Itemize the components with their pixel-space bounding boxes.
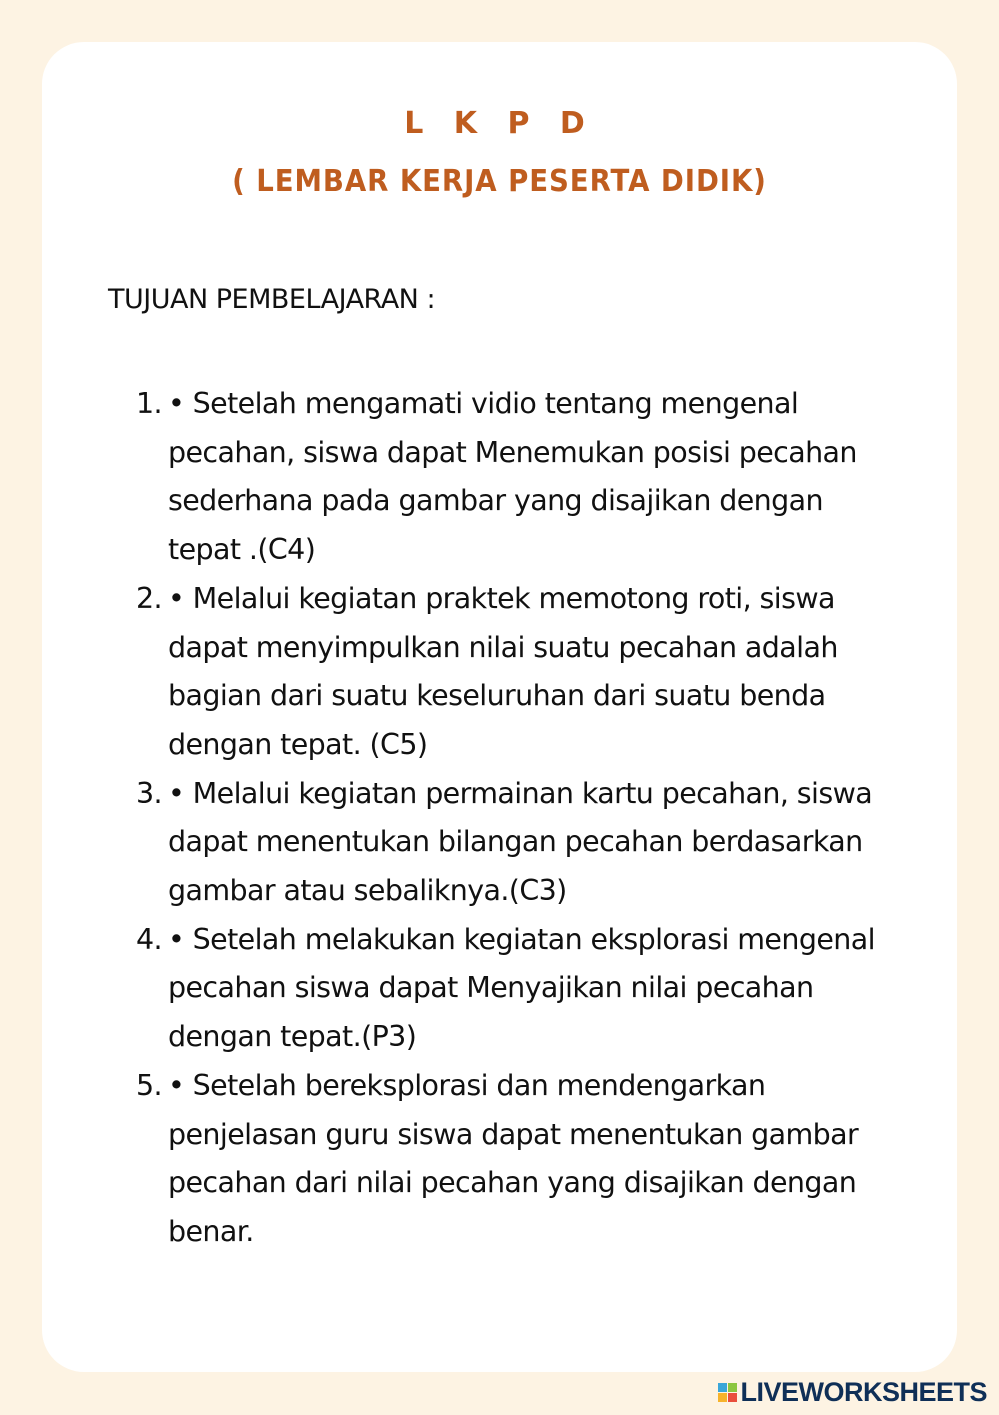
objective-text: • Setelah mengamati vidio tentang mengenal pecahan, siswa dapat Menemukan posisi pecahan sederhana pada gambar yang disajikan dengan tepat .(C4) (168, 387, 857, 567)
objective-text: • Melalui kegiatan praktek memotong roti, siswa dapat menyimpulkan nilai suatu pecahan adalah bagian dari suatu keseluruhan dari suatu benda dengan tepat. (C5) (168, 581, 838, 761)
objective-text: • Melalui kegiatan permainan kartu pecahan, siswa dapat menentukan bilangan pecahan berdasarkan gambar atau sebaliknya.(C3) (168, 776, 873, 908)
objective-number: 1. (136, 387, 162, 420)
page-title: L K P D (404, 106, 595, 141)
objective-item (136, 575, 896, 770)
objective-number: 4. (136, 922, 162, 956)
objective-text: • Setelah melakukan kegiatan eksplorasi mengenal pecahan siswa dapat Menyajikan nilai pecahan dengan tepat.(P3) (168, 922, 875, 1054)
liveworksheets-logo-icon (718, 1383, 737, 1402)
objective-number: 2. (136, 581, 162, 615)
objective-item (136, 1062, 896, 1257)
liveworksheets-logo[interactable] (718, 1377, 987, 1407)
section-heading: TUJUAN PEMBELAJARAN : (108, 284, 436, 315)
objective-number: 5. (136, 1068, 162, 1102)
page-subtitle: ( LEMBAR KERJA PESERTA DIDIK) (232, 164, 767, 199)
objectives-list (136, 380, 896, 1257)
objective-item (136, 380, 896, 575)
objective-number: 3. (136, 776, 162, 810)
objective-item (136, 770, 896, 916)
liveworksheets-logo-text: LIVEWORKSHEETS (740, 1376, 987, 1407)
objective-text: • Setelah bereksplorasi dan mendengarkan penjelasan guru siswa dapat menentukan gambar pecahan dari nilai pecahan yang disajikan dengan benar. (168, 1068, 859, 1248)
objective-item (136, 916, 896, 1062)
